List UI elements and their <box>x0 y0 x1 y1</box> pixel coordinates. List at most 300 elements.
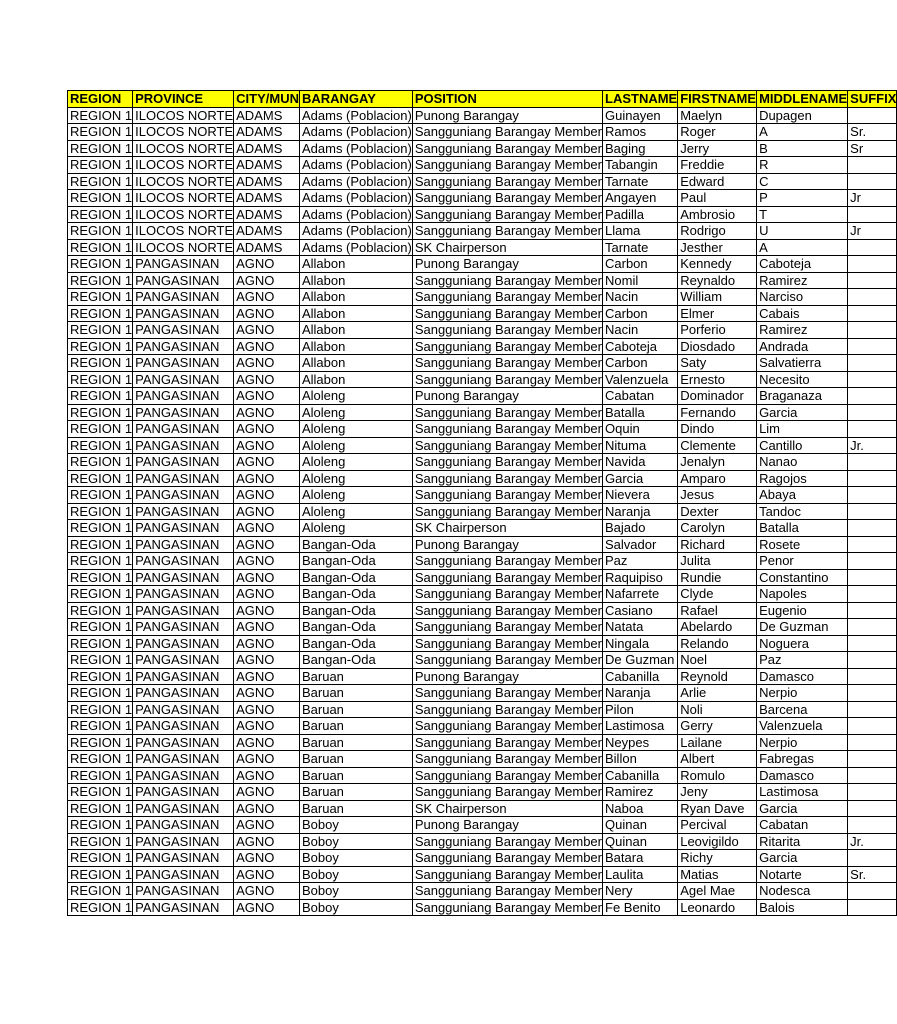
cell-city-mun[interactable]: AGNO <box>234 734 300 751</box>
cell-middlename[interactable]: Damasco <box>757 668 848 685</box>
cell-region[interactable]: REGION 1 <box>68 371 133 388</box>
cell-suffix[interactable]: Sr. <box>848 866 897 883</box>
cell-position[interactable]: Sangguniang Barangay Member <box>412 850 602 867</box>
cell-firstname[interactable]: Freddie <box>678 157 757 174</box>
cell-barangay[interactable]: Adams (Poblacion) <box>299 173 412 190</box>
cell-barangay[interactable]: Adams (Poblacion) <box>299 124 412 141</box>
cell-barangay[interactable]: Allabon <box>299 272 412 289</box>
cell-position[interactable]: SK Chairperson <box>412 239 602 256</box>
cell-province[interactable]: PANGASINAN <box>133 602 234 619</box>
cell-region[interactable]: REGION 1 <box>68 619 133 636</box>
cell-city-mun[interactable]: ADAMS <box>234 223 300 240</box>
cell-barangay[interactable]: Bangan-Oda <box>299 602 412 619</box>
cell-lastname[interactable]: Naranja <box>603 503 678 520</box>
cell-city-mun[interactable]: AGNO <box>234 256 300 273</box>
cell-lastname[interactable]: Caboteja <box>603 338 678 355</box>
cell-region[interactable]: REGION 1 <box>68 800 133 817</box>
cell-barangay[interactable]: Baruan <box>299 784 412 801</box>
cell-lastname[interactable]: Lastimosa <box>603 718 678 735</box>
cell-middlename[interactable]: Abaya <box>757 487 848 504</box>
cell-middlename[interactable]: Salvatierra <box>757 355 848 372</box>
cell-middlename[interactable]: R <box>757 157 848 174</box>
cell-region[interactable]: REGION 1 <box>68 157 133 174</box>
cell-region[interactable]: REGION 1 <box>68 124 133 141</box>
cell-province[interactable]: PANGASINAN <box>133 784 234 801</box>
cell-city-mun[interactable]: AGNO <box>234 751 300 768</box>
cell-province[interactable]: PANGASINAN <box>133 866 234 883</box>
cell-suffix[interactable] <box>848 635 897 652</box>
cell-middlename[interactable]: Penor <box>757 553 848 570</box>
cell-suffix[interactable] <box>848 305 897 322</box>
cell-barangay[interactable]: Adams (Poblacion) <box>299 190 412 207</box>
cell-region[interactable]: REGION 1 <box>68 751 133 768</box>
cell-province[interactable]: PANGASINAN <box>133 701 234 718</box>
cell-province[interactable]: PANGASINAN <box>133 305 234 322</box>
cell-province[interactable]: ILOCOS NORTE <box>133 223 234 240</box>
cell-city-mun[interactable]: ADAMS <box>234 173 300 190</box>
cell-barangay[interactable]: Aloleng <box>299 454 412 471</box>
cell-barangay[interactable]: Adams (Poblacion) <box>299 140 412 157</box>
cell-province[interactable]: ILOCOS NORTE <box>133 173 234 190</box>
cell-barangay[interactable]: Baruan <box>299 734 412 751</box>
cell-city-mun[interactable]: AGNO <box>234 619 300 636</box>
cell-province[interactable]: PANGASINAN <box>133 437 234 454</box>
cell-suffix[interactable] <box>848 652 897 669</box>
cell-region[interactable]: REGION 1 <box>68 454 133 471</box>
cell-middlename[interactable]: Nanao <box>757 454 848 471</box>
cell-suffix[interactable] <box>848 734 897 751</box>
cell-middlename[interactable]: Caboteja <box>757 256 848 273</box>
cell-lastname[interactable]: Naranja <box>603 685 678 702</box>
cell-suffix[interactable] <box>848 883 897 900</box>
cell-province[interactable]: PANGASINAN <box>133 272 234 289</box>
cell-suffix[interactable] <box>848 685 897 702</box>
cell-position[interactable]: Punong Barangay <box>412 256 602 273</box>
cell-firstname[interactable]: Carolyn <box>678 520 757 537</box>
cell-barangay[interactable]: Boboy <box>299 866 412 883</box>
cell-firstname[interactable]: Elmer <box>678 305 757 322</box>
cell-suffix[interactable] <box>848 173 897 190</box>
cell-middlename[interactable]: De Guzman <box>757 619 848 636</box>
cell-province[interactable]: ILOCOS NORTE <box>133 206 234 223</box>
cell-region[interactable]: REGION 1 <box>68 767 133 784</box>
cell-firstname[interactable]: Leovigildo <box>678 833 757 850</box>
cell-middlename[interactable]: Ragojos <box>757 470 848 487</box>
cell-suffix[interactable] <box>848 751 897 768</box>
cell-province[interactable]: PANGASINAN <box>133 322 234 339</box>
cell-firstname[interactable]: Julita <box>678 553 757 570</box>
cell-province[interactable]: ILOCOS NORTE <box>133 124 234 141</box>
cell-middlename[interactable]: A <box>757 239 848 256</box>
cell-middlename[interactable]: Cabatan <box>757 817 848 834</box>
cell-province[interactable]: PANGASINAN <box>133 668 234 685</box>
cell-middlename[interactable]: Lim <box>757 421 848 438</box>
cell-city-mun[interactable]: ADAMS <box>234 239 300 256</box>
cell-city-mun[interactable]: AGNO <box>234 503 300 520</box>
cell-province[interactable]: PANGASINAN <box>133 503 234 520</box>
cell-region[interactable]: REGION 1 <box>68 652 133 669</box>
cell-province[interactable]: ILOCOS NORTE <box>133 190 234 207</box>
cell-middlename[interactable]: Ritarita <box>757 833 848 850</box>
cell-suffix[interactable] <box>848 107 897 124</box>
cell-region[interactable]: REGION 1 <box>68 586 133 603</box>
cell-firstname[interactable]: Edward <box>678 173 757 190</box>
cell-firstname[interactable]: Noel <box>678 652 757 669</box>
cell-suffix[interactable] <box>848 701 897 718</box>
cell-province[interactable]: PANGASINAN <box>133 404 234 421</box>
cell-region[interactable]: REGION 1 <box>68 850 133 867</box>
cell-city-mun[interactable]: AGNO <box>234 338 300 355</box>
cell-middlename[interactable]: Ramirez <box>757 322 848 339</box>
cell-barangay[interactable]: Boboy <box>299 850 412 867</box>
cell-lastname[interactable]: Billon <box>603 751 678 768</box>
cell-province[interactable]: ILOCOS NORTE <box>133 107 234 124</box>
header-cell-firstname[interactable]: FIRSTNAME <box>678 91 757 108</box>
cell-barangay[interactable]: Bangan-Oda <box>299 536 412 553</box>
cell-firstname[interactable]: Dexter <box>678 503 757 520</box>
cell-barangay[interactable]: Adams (Poblacion) <box>299 223 412 240</box>
cell-city-mun[interactable]: AGNO <box>234 817 300 834</box>
cell-suffix[interactable]: Jr. <box>848 833 897 850</box>
cell-lastname[interactable]: Nacin <box>603 322 678 339</box>
cell-province[interactable]: PANGASINAN <box>133 800 234 817</box>
cell-position[interactable]: Sangguniang Barangay Member <box>412 223 602 240</box>
cell-lastname[interactable]: Oquin <box>603 421 678 438</box>
cell-province[interactable]: PANGASINAN <box>133 536 234 553</box>
cell-lastname[interactable]: Ramirez <box>603 784 678 801</box>
cell-city-mun[interactable]: AGNO <box>234 685 300 702</box>
cell-city-mun[interactable]: AGNO <box>234 586 300 603</box>
cell-middlename[interactable]: Notarte <box>757 866 848 883</box>
cell-suffix[interactable] <box>848 619 897 636</box>
cell-firstname[interactable]: Kennedy <box>678 256 757 273</box>
cell-middlename[interactable]: Batalla <box>757 520 848 537</box>
cell-city-mun[interactable]: AGNO <box>234 437 300 454</box>
cell-barangay[interactable]: Aloleng <box>299 520 412 537</box>
cell-middlename[interactable]: Andrada <box>757 338 848 355</box>
cell-province[interactable]: PANGASINAN <box>133 619 234 636</box>
cell-suffix[interactable] <box>848 239 897 256</box>
cell-suffix[interactable] <box>848 470 897 487</box>
header-cell-city-mun[interactable]: CITY/MUN <box>234 91 300 108</box>
cell-region[interactable]: REGION 1 <box>68 866 133 883</box>
cell-position[interactable]: Sangguniang Barangay Member <box>412 833 602 850</box>
cell-city-mun[interactable]: AGNO <box>234 899 300 916</box>
cell-barangay[interactable]: Allabon <box>299 256 412 273</box>
cell-region[interactable]: REGION 1 <box>68 272 133 289</box>
cell-barangay[interactable]: Allabon <box>299 305 412 322</box>
cell-firstname[interactable]: Reynaldo <box>678 272 757 289</box>
cell-position[interactable]: Sangguniang Barangay Member <box>412 586 602 603</box>
cell-middlename[interactable]: Cabais <box>757 305 848 322</box>
cell-middlename[interactable]: Rosete <box>757 536 848 553</box>
cell-position[interactable]: Sangguniang Barangay Member <box>412 503 602 520</box>
cell-suffix[interactable] <box>848 586 897 603</box>
cell-position[interactable]: Sangguniang Barangay Member <box>412 718 602 735</box>
cell-lastname[interactable]: Cabatan <box>603 388 678 405</box>
cell-position[interactable]: Sangguniang Barangay Member <box>412 553 602 570</box>
cell-province[interactable]: PANGASINAN <box>133 553 234 570</box>
cell-region[interactable]: REGION 1 <box>68 569 133 586</box>
cell-barangay[interactable]: Baruan <box>299 718 412 735</box>
cell-firstname[interactable]: Matias <box>678 866 757 883</box>
cell-city-mun[interactable]: AGNO <box>234 487 300 504</box>
cell-city-mun[interactable]: AGNO <box>234 289 300 306</box>
cell-region[interactable]: REGION 1 <box>68 140 133 157</box>
cell-region[interactable]: REGION 1 <box>68 487 133 504</box>
cell-province[interactable]: PANGASINAN <box>133 850 234 867</box>
cell-firstname[interactable]: Jesther <box>678 239 757 256</box>
cell-firstname[interactable]: Roger <box>678 124 757 141</box>
cell-city-mun[interactable]: AGNO <box>234 553 300 570</box>
cell-suffix[interactable] <box>848 289 897 306</box>
cell-lastname[interactable]: Batalla <box>603 404 678 421</box>
cell-barangay[interactable]: Baruan <box>299 767 412 784</box>
cell-position[interactable]: Sangguniang Barangay Member <box>412 619 602 636</box>
cell-middlename[interactable]: Garcia <box>757 800 848 817</box>
cell-middlename[interactable]: Nerpio <box>757 685 848 702</box>
cell-middlename[interactable]: Garcia <box>757 850 848 867</box>
cell-city-mun[interactable]: AGNO <box>234 767 300 784</box>
cell-middlename[interactable]: Barcena <box>757 701 848 718</box>
cell-position[interactable]: Sangguniang Barangay Member <box>412 140 602 157</box>
cell-position[interactable]: Sangguniang Barangay Member <box>412 652 602 669</box>
cell-lastname[interactable]: Paz <box>603 553 678 570</box>
cell-lastname[interactable]: Tarnate <box>603 239 678 256</box>
cell-region[interactable]: REGION 1 <box>68 701 133 718</box>
cell-region[interactable]: REGION 1 <box>68 784 133 801</box>
cell-position[interactable]: Sangguniang Barangay Member <box>412 338 602 355</box>
cell-suffix[interactable] <box>848 520 897 537</box>
cell-city-mun[interactable]: AGNO <box>234 866 300 883</box>
cell-city-mun[interactable]: AGNO <box>234 800 300 817</box>
cell-firstname[interactable]: Jeny <box>678 784 757 801</box>
cell-region[interactable]: REGION 1 <box>68 173 133 190</box>
cell-lastname[interactable]: Natata <box>603 619 678 636</box>
cell-province[interactable]: PANGASINAN <box>133 355 234 372</box>
cell-position[interactable]: Punong Barangay <box>412 668 602 685</box>
cell-firstname[interactable]: Arlie <box>678 685 757 702</box>
cell-position[interactable]: Sangguniang Barangay Member <box>412 124 602 141</box>
cell-position[interactable]: Sangguniang Barangay Member <box>412 173 602 190</box>
cell-firstname[interactable]: Richy <box>678 850 757 867</box>
cell-position[interactable]: Punong Barangay <box>412 536 602 553</box>
cell-middlename[interactable]: Noguera <box>757 635 848 652</box>
cell-barangay[interactable]: Aloleng <box>299 470 412 487</box>
cell-lastname[interactable]: Fe Benito <box>603 899 678 916</box>
cell-province[interactable]: PANGASINAN <box>133 338 234 355</box>
cell-barangay[interactable]: Adams (Poblacion) <box>299 107 412 124</box>
cell-barangay[interactable]: Aloleng <box>299 404 412 421</box>
cell-lastname[interactable]: Ramos <box>603 124 678 141</box>
cell-province[interactable]: PANGASINAN <box>133 388 234 405</box>
cell-province[interactable]: ILOCOS NORTE <box>133 239 234 256</box>
cell-city-mun[interactable]: ADAMS <box>234 206 300 223</box>
cell-province[interactable]: PANGASINAN <box>133 520 234 537</box>
cell-lastname[interactable]: Casiano <box>603 602 678 619</box>
cell-city-mun[interactable]: AGNO <box>234 404 300 421</box>
cell-firstname[interactable]: Ambrosio <box>678 206 757 223</box>
cell-lastname[interactable]: Guinayen <box>603 107 678 124</box>
cell-suffix[interactable] <box>848 718 897 735</box>
cell-city-mun[interactable]: AGNO <box>234 883 300 900</box>
cell-lastname[interactable]: Tarnate <box>603 173 678 190</box>
cell-firstname[interactable]: Agel Mae <box>678 883 757 900</box>
cell-province[interactable]: PANGASINAN <box>133 635 234 652</box>
cell-position[interactable]: Sangguniang Barangay Member <box>412 454 602 471</box>
cell-region[interactable]: REGION 1 <box>68 635 133 652</box>
cell-province[interactable]: PANGASINAN <box>133 652 234 669</box>
cell-position[interactable]: Sangguniang Barangay Member <box>412 272 602 289</box>
cell-firstname[interactable]: Dominador <box>678 388 757 405</box>
cell-suffix[interactable] <box>848 272 897 289</box>
cell-firstname[interactable]: Maelyn <box>678 107 757 124</box>
header-cell-suffix[interactable]: SUFFIX <box>848 91 897 108</box>
cell-position[interactable]: Sangguniang Barangay Member <box>412 767 602 784</box>
cell-lastname[interactable]: Llama <box>603 223 678 240</box>
cell-firstname[interactable]: Leonardo <box>678 899 757 916</box>
cell-firstname[interactable]: Rundie <box>678 569 757 586</box>
cell-city-mun[interactable]: AGNO <box>234 701 300 718</box>
cell-lastname[interactable]: Navida <box>603 454 678 471</box>
cell-position[interactable]: Sangguniang Barangay Member <box>412 470 602 487</box>
cell-province[interactable]: PANGASINAN <box>133 751 234 768</box>
cell-middlename[interactable]: Cantillo <box>757 437 848 454</box>
cell-city-mun[interactable]: AGNO <box>234 305 300 322</box>
cell-region[interactable]: REGION 1 <box>68 602 133 619</box>
cell-lastname[interactable]: Baging <box>603 140 678 157</box>
cell-region[interactable]: REGION 1 <box>68 223 133 240</box>
cell-lastname[interactable]: Salvador <box>603 536 678 553</box>
cell-city-mun[interactable]: AGNO <box>234 784 300 801</box>
cell-city-mun[interactable]: AGNO <box>234 454 300 471</box>
cell-middlename[interactable]: Necesito <box>757 371 848 388</box>
cell-city-mun[interactable]: AGNO <box>234 569 300 586</box>
cell-firstname[interactable]: Amparo <box>678 470 757 487</box>
cell-city-mun[interactable]: AGNO <box>234 718 300 735</box>
cell-region[interactable]: REGION 1 <box>68 470 133 487</box>
cell-lastname[interactable]: Nery <box>603 883 678 900</box>
cell-lastname[interactable]: Cabanilla <box>603 668 678 685</box>
cell-region[interactable]: REGION 1 <box>68 899 133 916</box>
cell-middlename[interactable]: Tandoc <box>757 503 848 520</box>
cell-region[interactable]: REGION 1 <box>68 256 133 273</box>
cell-middlename[interactable]: A <box>757 124 848 141</box>
cell-position[interactable]: Sangguniang Barangay Member <box>412 421 602 438</box>
cell-position[interactable]: SK Chairperson <box>412 520 602 537</box>
cell-region[interactable]: REGION 1 <box>68 404 133 421</box>
cell-barangay[interactable]: Allabon <box>299 322 412 339</box>
cell-firstname[interactable]: Clemente <box>678 437 757 454</box>
cell-city-mun[interactable]: AGNO <box>234 371 300 388</box>
cell-firstname[interactable]: Reynold <box>678 668 757 685</box>
cell-city-mun[interactable]: AGNO <box>234 602 300 619</box>
cell-lastname[interactable]: Angayen <box>603 190 678 207</box>
cell-province[interactable]: PANGASINAN <box>133 817 234 834</box>
cell-city-mun[interactable]: AGNO <box>234 388 300 405</box>
cell-barangay[interactable]: Bangan-Oda <box>299 652 412 669</box>
cell-firstname[interactable]: Clyde <box>678 586 757 603</box>
cell-suffix[interactable] <box>848 817 897 834</box>
cell-lastname[interactable]: De Guzman <box>603 652 678 669</box>
cell-suffix[interactable]: Sr <box>848 140 897 157</box>
cell-middlename[interactable]: Dupagen <box>757 107 848 124</box>
cell-barangay[interactable]: Boboy <box>299 899 412 916</box>
cell-city-mun[interactable]: AGNO <box>234 536 300 553</box>
cell-suffix[interactable] <box>848 355 897 372</box>
cell-middlename[interactable]: Fabregas <box>757 751 848 768</box>
cell-lastname[interactable]: Ningala <box>603 635 678 652</box>
cell-middlename[interactable]: Nerpio <box>757 734 848 751</box>
cell-middlename[interactable]: Damasco <box>757 767 848 784</box>
cell-position[interactable]: Sangguniang Barangay Member <box>412 371 602 388</box>
cell-suffix[interactable] <box>848 784 897 801</box>
cell-province[interactable]: PANGASINAN <box>133 454 234 471</box>
cell-lastname[interactable]: Garcia <box>603 470 678 487</box>
cell-firstname[interactable]: Abelardo <box>678 619 757 636</box>
cell-firstname[interactable]: Ryan Dave <box>678 800 757 817</box>
cell-suffix[interactable] <box>848 338 897 355</box>
cell-position[interactable]: Sangguniang Barangay Member <box>412 322 602 339</box>
cell-barangay[interactable]: Allabon <box>299 289 412 306</box>
header-cell-middlename[interactable]: MIDDLENAME <box>757 91 848 108</box>
cell-suffix[interactable] <box>848 899 897 916</box>
cell-middlename[interactable]: P <box>757 190 848 207</box>
cell-firstname[interactable]: Gerry <box>678 718 757 735</box>
cell-firstname[interactable]: Porferio <box>678 322 757 339</box>
cell-middlename[interactable]: Paz <box>757 652 848 669</box>
header-cell-region[interactable]: REGION <box>68 91 133 108</box>
cell-position[interactable]: Punong Barangay <box>412 388 602 405</box>
cell-city-mun[interactable]: AGNO <box>234 322 300 339</box>
cell-position[interactable]: SK Chairperson <box>412 800 602 817</box>
cell-province[interactable]: PANGASINAN <box>133 883 234 900</box>
cell-province[interactable]: ILOCOS NORTE <box>133 140 234 157</box>
cell-lastname[interactable]: Pilon <box>603 701 678 718</box>
cell-middlename[interactable]: T <box>757 206 848 223</box>
cell-region[interactable]: REGION 1 <box>68 437 133 454</box>
cell-position[interactable]: Sangguniang Barangay Member <box>412 569 602 586</box>
cell-region[interactable]: REGION 1 <box>68 289 133 306</box>
header-cell-lastname[interactable]: LASTNAME <box>603 91 678 108</box>
cell-lastname[interactable]: Tabangin <box>603 157 678 174</box>
cell-barangay[interactable]: Bangan-Oda <box>299 619 412 636</box>
cell-province[interactable]: PANGASINAN <box>133 487 234 504</box>
cell-suffix[interactable] <box>848 206 897 223</box>
cell-region[interactable]: REGION 1 <box>68 553 133 570</box>
cell-city-mun[interactable]: AGNO <box>234 668 300 685</box>
cell-middlename[interactable]: Braganaza <box>757 388 848 405</box>
cell-province[interactable]: PANGASINAN <box>133 470 234 487</box>
cell-firstname[interactable]: Dindo <box>678 421 757 438</box>
cell-suffix[interactable]: Jr. <box>848 437 897 454</box>
cell-position[interactable]: Sangguniang Barangay Member <box>412 404 602 421</box>
cell-region[interactable]: REGION 1 <box>68 734 133 751</box>
cell-position[interactable]: Sangguniang Barangay Member <box>412 784 602 801</box>
cell-city-mun[interactable]: ADAMS <box>234 124 300 141</box>
cell-city-mun[interactable]: AGNO <box>234 470 300 487</box>
cell-middlename[interactable]: B <box>757 140 848 157</box>
cell-region[interactable]: REGION 1 <box>68 833 133 850</box>
cell-province[interactable]: PANGASINAN <box>133 899 234 916</box>
cell-lastname[interactable]: Cabanilla <box>603 767 678 784</box>
cell-suffix[interactable] <box>848 371 897 388</box>
header-cell-position[interactable]: POSITION <box>412 91 602 108</box>
cell-suffix[interactable] <box>848 767 897 784</box>
cell-barangay[interactable]: Adams (Poblacion) <box>299 239 412 256</box>
cell-suffix[interactable]: Jr <box>848 190 897 207</box>
cell-lastname[interactable]: Naboa <box>603 800 678 817</box>
